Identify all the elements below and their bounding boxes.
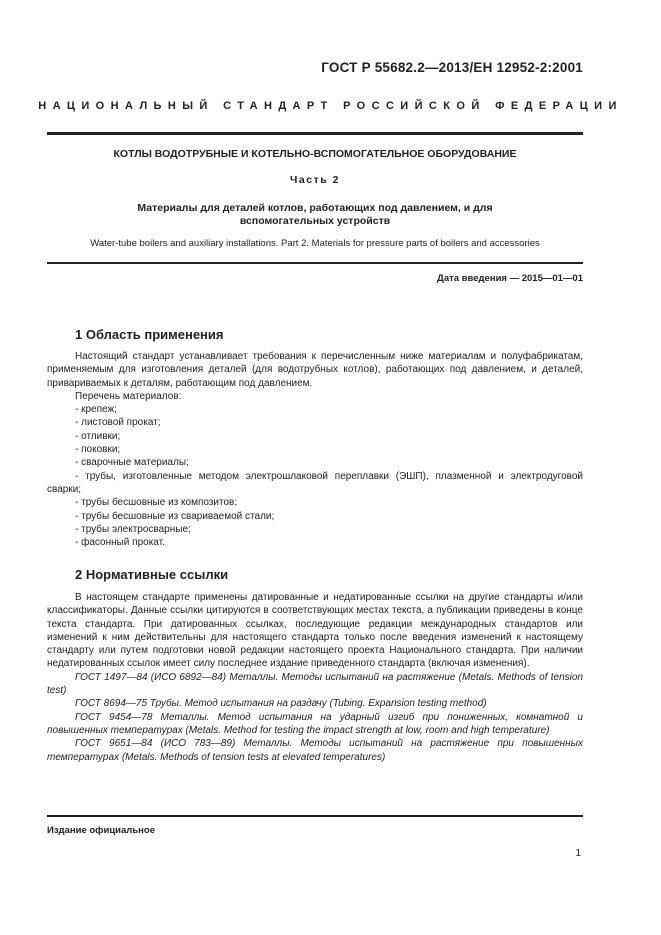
list-item: - трубы бесшовные из свариваемой стали; [75, 510, 275, 522]
section-1-heading: 1 Область применения [75, 327, 224, 342]
document-part: Часть 2 [290, 174, 340, 186]
introduction-date: Дата введения — 2015—01—01 [437, 273, 583, 284]
list-item: - фасонный прокат. [75, 537, 165, 549]
footer-divider [47, 815, 583, 817]
reference-item: ГОСТ 9454—78 Металлы. Метод испытания на ударный изгиб при пониженных, комнатной и повышенных температурах (Metals. Method for testing the impact strength at low, room and high temperature) [47, 711, 583, 736]
list-item: - отливки; [75, 430, 121, 442]
header-divider [47, 132, 583, 135]
section-2-body [47, 591, 583, 764]
reference-item: ГОСТ 1497—84 (ИСО 6892—84) Металлы. Методы испытаний на растяжение (Metals. Methods of tension test) [47, 671, 583, 697]
list-item: - листовой прокат; [75, 417, 161, 429]
english-title: Water-tube boilers and auxiliary installations. Part 2. Materials for pressure parts of boilers and accessories [90, 238, 540, 249]
section-1-body [47, 350, 583, 549]
list-item: - поковки; [75, 444, 121, 456]
list-item: - трубы, изготовленные методом электрошлаковой переплавки (ЭШП), плазменной и электродуговой сварки; [47, 470, 583, 495]
list-item: - сварочные материалы; [75, 457, 189, 469]
list-item: - трубы бесшовные из композитов; [75, 497, 238, 509]
edition-label: Издание официальное [47, 825, 155, 836]
title-divider [47, 262, 583, 264]
national-standard-banner: НАЦИОНАЛЬНЫЙ СТАНДАРТ РОССИЙСКОЙ ФЕДЕРАЦИИ [38, 100, 623, 112]
section-1-paragraph: Настоящий стандарт устанавливает требования к перечисленным ниже материалам и полуфабрикатам, применяемым для изготовления деталей (для водотрубных котлов), работающих под давлением, и деталей, привариваемых к деталям, работающим под давлением. [47, 351, 583, 389]
section-2-paragraph: В настоящем стандарте применены датированные и недатированные ссылки на другие стандарты и/или классификаторы. Данные ссылки цитируются в соответствующих местах текста, а публикации приведены в конце текста стандарта. При датированных ссылках, последующие редакции международных стандартов или изменений к ним действительны для настоящего стандарта только после введения изменений к настоящему стандарту или путем подготовки новой редакции настоящего проекта Национального стандарта. При наличии недатированных ссылок имеет силу последнее издание приведенного стандарта (включая изменения). [47, 592, 583, 670]
section-2-heading: 2 Нормативные ссылки [75, 567, 229, 582]
list-item: - трубы электросварные; [75, 523, 191, 535]
reference-item: ГОСТ 8694—75 Трубы. Метод испытания на раздачу (Tubing. Expansion testing method) [75, 698, 487, 710]
document-title: КОТЛЫ ВОДОТРУБНЫЕ И КОТЕЛЬНО-ВСПОМОГАТЕЛЬНОЕ ОБОРУДОВАНИЕ [113, 148, 517, 160]
document-number: ГОСТ Р 55682.2—2013/ЕН 12952-2:2001 [321, 60, 583, 75]
page-number: 1 [575, 848, 581, 859]
materials-list-intro: Перечень материалов: [75, 390, 182, 402]
document-subtitle: Материалы для деталей котлов, работающих под давлением, и для вспомогательных устройств [137, 202, 493, 227]
list-item: - крепеж; [75, 404, 117, 416]
reference-item: ГОСТ 9651—84 (ИСО 783—89) Металлы. Методы испытаний на растяжение при повышенных температурах (Metals. Methods of tension tests at elevated temperatures) [47, 738, 583, 763]
